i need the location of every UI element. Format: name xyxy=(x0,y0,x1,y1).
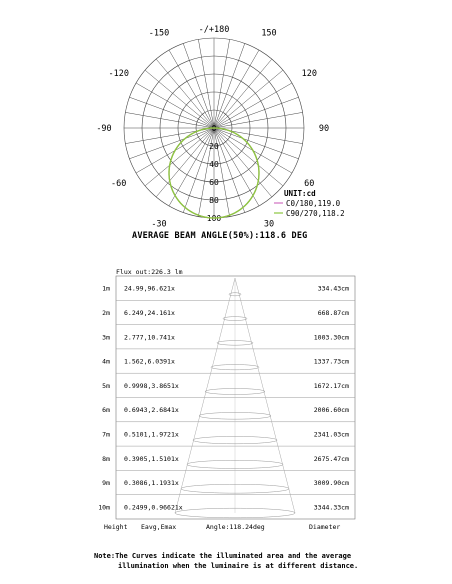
polar-radial-label: 20 xyxy=(209,142,219,151)
polar-angle-label: 90 xyxy=(318,124,330,134)
polar-radial-label: 60 xyxy=(209,178,219,187)
row-diameter-value: 2675.47cm xyxy=(313,454,349,463)
row-illuminance-value: 0.6943,2.6841x xyxy=(124,406,179,415)
cone-edge-right xyxy=(235,278,295,513)
row-illuminance-value: 0.3905,1.5101x xyxy=(124,454,179,463)
polar-angle-label: 30 xyxy=(263,219,275,230)
column-header: Eavg,Emax xyxy=(141,523,177,531)
column-header: Angle:118.24deg xyxy=(206,523,265,531)
row-height-label: 5m xyxy=(102,381,110,390)
illuminance-cone-chart xyxy=(0,262,452,552)
row-diameter-value: 2341.03cm xyxy=(313,430,349,439)
polar-angle-label: -150 xyxy=(148,28,170,39)
polar-angle-label: 60 xyxy=(304,179,315,189)
polar-angle-label: 120 xyxy=(301,69,317,79)
polar-angle-label: -30 xyxy=(151,219,167,230)
row-height-label: 10m xyxy=(98,503,110,512)
row-height-label: 6m xyxy=(102,406,110,415)
note-text xyxy=(94,551,394,571)
row-diameter-value: 3009.90cm xyxy=(313,479,349,488)
note-line-2: illumination when the luminaire is at different distance. xyxy=(118,562,359,570)
column-header: Diameter xyxy=(309,523,341,531)
legend-label-series-1: C0/180,119.0 xyxy=(286,199,341,208)
row-height-label: 3m xyxy=(102,333,110,342)
row-illuminance-value: 1.562,6.0391x xyxy=(124,357,175,366)
column-header: Height xyxy=(104,523,128,531)
row-diameter-value: 1672.17cm xyxy=(313,381,349,390)
note-line-1: Note:The Curves indicate the illuminated area and the average xyxy=(94,552,352,560)
polar-radial-label: 100 xyxy=(206,214,222,223)
polar-radial-label: 40 xyxy=(209,160,219,169)
row-illuminance-value: 2.777,10.741x xyxy=(124,333,175,342)
polar-radial-label: 80 xyxy=(209,196,219,205)
unit-label: UNIT:cd xyxy=(284,189,316,198)
row-height-label: 1m xyxy=(102,284,110,293)
flux-label: Flux out:226.3 lm xyxy=(116,268,183,276)
polar-intensity-chart xyxy=(0,0,452,240)
row-diameter-value: 1337.73cm xyxy=(313,357,349,366)
row-diameter-value: 3344.33cm xyxy=(313,503,349,512)
polar-angle-label: 150 xyxy=(261,28,277,39)
row-height-label: 2m xyxy=(102,308,110,317)
legend-label-series-2: C90/270,118.2 xyxy=(286,209,345,218)
row-diameter-value: 1003.30cm xyxy=(313,333,349,342)
cone-edge-left xyxy=(175,278,235,513)
polar-angle-label: -90 xyxy=(96,124,112,134)
polar-radial-label: 0 xyxy=(211,124,217,133)
row-diameter-value: 2006.60cm xyxy=(313,406,349,415)
row-illuminance-value: 6.249,24.161x xyxy=(124,308,175,317)
polar-angle-label: -120 xyxy=(108,69,129,79)
row-diameter-value: 668.87cm xyxy=(317,308,349,317)
polar-angle-label: -/+180 xyxy=(198,25,230,35)
row-height-label: 8m xyxy=(102,454,110,463)
row-illuminance-value: 0.3086,1.1931x xyxy=(124,479,179,488)
row-diameter-value: 334.43cm xyxy=(317,284,349,293)
row-height-label: 9m xyxy=(102,479,110,488)
polar-angle-label: -60 xyxy=(111,179,127,189)
row-height-label: 7m xyxy=(102,430,110,439)
row-illuminance-value: 24.99,96.621x xyxy=(124,284,175,293)
row-height-label: 4m xyxy=(102,357,110,366)
row-illuminance-value: 0.2499,0.96621x xyxy=(124,503,183,512)
row-illuminance-value: 0.9998,3.8651x xyxy=(124,381,179,390)
row-illuminance-value: 0.5101,1.9721x xyxy=(124,430,179,439)
beam-angle-title: AVERAGE BEAM ANGLE(50%):118.6 DEG xyxy=(132,231,308,241)
